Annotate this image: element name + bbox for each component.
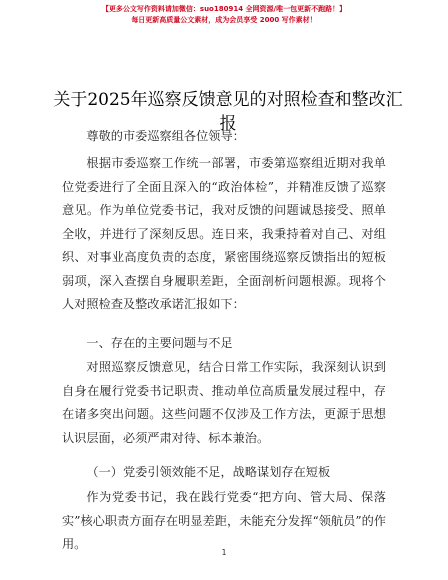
paragraph-leadership-text: 作为党委书记，我在践行党委“把方向、管大局、保落实”核心职责方面存在明显差距，未能充分发挥“领航员”的作用。: [62, 490, 386, 551]
document-title: 关于2025年巡察反馈意见的对照检查和整改汇报: [53, 90, 403, 134]
subsection-heading-1-text: （一）党委引领效能不足，战略谋划存在短板: [86, 465, 331, 479]
greeting: [62, 125, 386, 149]
page-number: 1: [221, 548, 227, 557]
paragraph-intro-text: 根据市委巡察工作统一部署，市委第巡察组近期对我单位党委进行了全面且深入的“政治体检”，并精准反馈了巡察意见。作为单位党委书记，我对反馈的问题诚恳接受、照单全收，并进行了深刻反思。连日来，我秉持着对自己、对组织、对事业高度负责的态度，紧密围绕巡察反馈指出的短板弱项，深入查摆自身履职差距，全面剖析问题根源。现将个人对照检查及整改承诺汇报如下：: [62, 156, 386, 311]
promo-banner-line-1: 【更多公文写作资料请加微信：suo180914 全网资源/唯一包更新不跑路！】: [101, 5, 347, 13]
promo-banner-line-2: 每日更新高质量公文素材，成为会员享受 2000 写作素材！: [131, 16, 317, 24]
paragraph-problems: [62, 356, 386, 450]
promo-banner: [0, 4, 448, 26]
section-heading-1: [62, 332, 386, 356]
paragraph-problems-text: 对照巡察反馈意见，结合日常工作实际，我深刻认识到自身在履行党委书记职责、推动单位高质量发展过程中，存在诸多突出问题。这些问题不仅涉及工作方法，更源于思想认识层面，必须严肃对待、标本兼治。: [62, 360, 386, 445]
paragraph-leadership: [62, 486, 386, 557]
section-heading-1-text: 一、存在的主要问题与不足: [86, 336, 233, 350]
subsection-heading-1: [62, 461, 386, 485]
greeting-text: 尊敬的市委巡察组各位领导：: [86, 129, 245, 143]
paragraph-intro: [62, 152, 386, 317]
